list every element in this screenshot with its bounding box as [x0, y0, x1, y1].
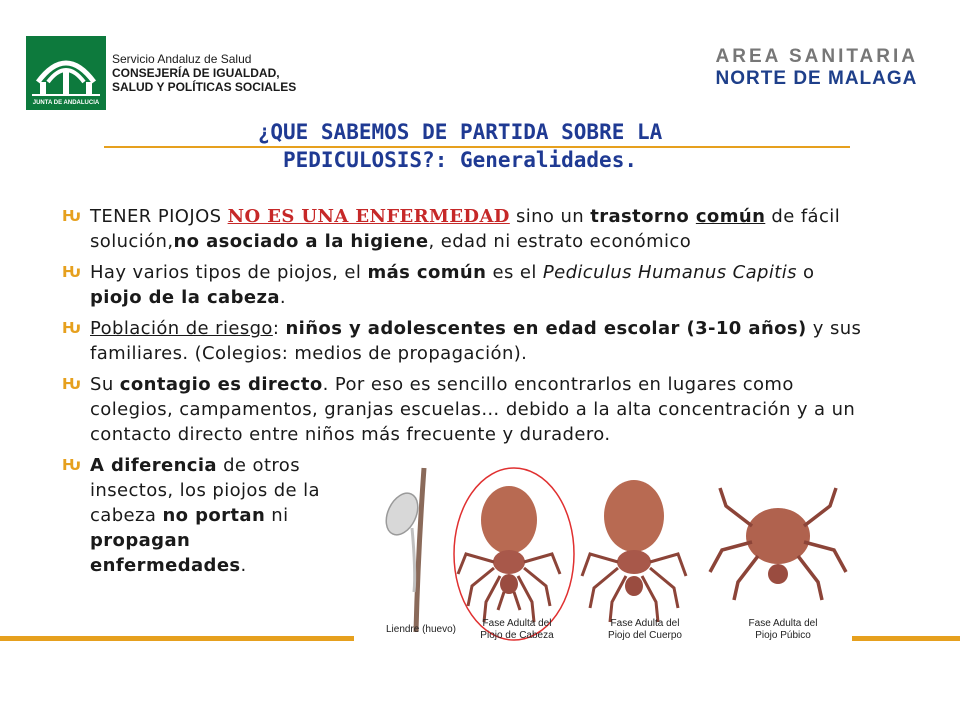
org-name — [112, 52, 296, 94]
bold-run: contagio es directo — [119, 374, 323, 395]
caption-line: Piojo del Cuerpo — [608, 630, 682, 641]
bullet-icon: Ƕ — [62, 207, 82, 225]
text-run: : — [272, 318, 286, 339]
bold-run: propagan enfermedades — [90, 530, 241, 576]
pubic-louse-icon — [710, 488, 846, 600]
org-line-2: CONSEJERÍA DE IGUALDAD, — [112, 66, 280, 80]
page-title — [150, 118, 770, 174]
caption-body-louse — [600, 618, 690, 642]
caption-line: Fase Adulta del — [748, 618, 818, 629]
area-sanitaria — [716, 46, 918, 90]
text-run: sino un — [509, 206, 591, 227]
caption-head-louse — [472, 618, 562, 642]
bold-run: no portan — [162, 505, 266, 526]
logo-caption: JUNTA DE ANDALUCIA — [32, 100, 100, 106]
text-run: . Por eso es sencillo encontrarlos en lugares como colegios, campamentos, granjas escuelas… debido a la alta concentración y a un contacto directo entre niños más frecuente y duradero. — [90, 374, 856, 445]
area-line-1: AREA SANITARIA — [715, 46, 918, 67]
bottom-rule-right — [852, 636, 960, 641]
title-line-2: PEDICULOSIS?: Generalidades. — [282, 148, 637, 172]
bold-run: niños y adolescentes en edad escolar (3-10 años) — [285, 318, 807, 339]
lice-illustration — [354, 462, 854, 652]
italic-run: Pediculus Humanus Capitis — [542, 262, 797, 283]
bullet-icon: Ƕ — [62, 263, 82, 281]
caption-line: Fase Adulta del — [482, 618, 552, 629]
nit-icon — [380, 468, 424, 632]
emphasis-run: NO ES UNA ENFERMEDAD — [227, 206, 510, 227]
text-run: Hay varios tipos de piojos, el — [90, 262, 368, 283]
text-run: . — [279, 287, 287, 308]
org-line-3: SALUD Y POLÍTICAS SOCIALES — [112, 80, 297, 94]
bold-run: A diferencia — [90, 455, 217, 476]
bottom-rule-left — [0, 636, 354, 641]
bullet-4 — [62, 372, 862, 447]
bullet-5 — [62, 453, 350, 578]
bold-run: trastorno — [590, 206, 696, 227]
arch-emblem-icon — [26, 36, 106, 110]
junta-andalucia-logo — [26, 36, 106, 110]
text-run: , edad ni estrato económico — [428, 231, 692, 252]
body-louse-icon — [582, 480, 686, 622]
text-run: es el — [486, 262, 543, 283]
area-line-2: NORTE DE MALAGA — [715, 68, 918, 89]
text-run: de fácil solución, — [90, 206, 841, 252]
caption-line: Piojo Púbico — [755, 630, 811, 641]
bullet-1 — [62, 204, 862, 254]
title-line-1: ¿QUE SABEMOS DE PARTIDA SOBRE LA — [257, 120, 663, 144]
text-run: de otros insectos, los piojos de la cabeza — [90, 455, 320, 526]
bold-underline-run: común — [695, 206, 766, 227]
bullet-icon: Ƕ — [62, 456, 82, 474]
text-run: y sus familiares. (Colegios: medios de propagación). — [90, 318, 862, 364]
text-run: . — [240, 555, 247, 576]
text-run: o — [796, 262, 815, 283]
bold-run: no asociado a la higiene — [173, 231, 429, 252]
caption-line: Fase Adulta del — [610, 618, 680, 629]
org-line-1: Servicio Andaluz de Salud — [112, 52, 252, 66]
caption-nit: Liendre (huevo) — [385, 624, 457, 635]
head-louse-icon — [458, 486, 560, 622]
bold-run: más común — [367, 262, 487, 283]
bullet-icon: Ƕ — [62, 319, 82, 337]
text-run: ni — [265, 505, 289, 526]
text-run: Su — [90, 374, 120, 395]
bullet-icon: Ƕ — [62, 375, 82, 393]
bullet-2 — [62, 260, 862, 310]
underline-run: Población de riesgo — [90, 318, 273, 339]
bold-run: piojo de la cabeza — [90, 287, 280, 308]
caption-line: Piojo de Cabeza — [480, 630, 554, 641]
bullet-3 — [62, 316, 862, 366]
caption-pubic-louse — [738, 618, 828, 642]
text-run: TENER PIOJOS — [90, 206, 228, 227]
